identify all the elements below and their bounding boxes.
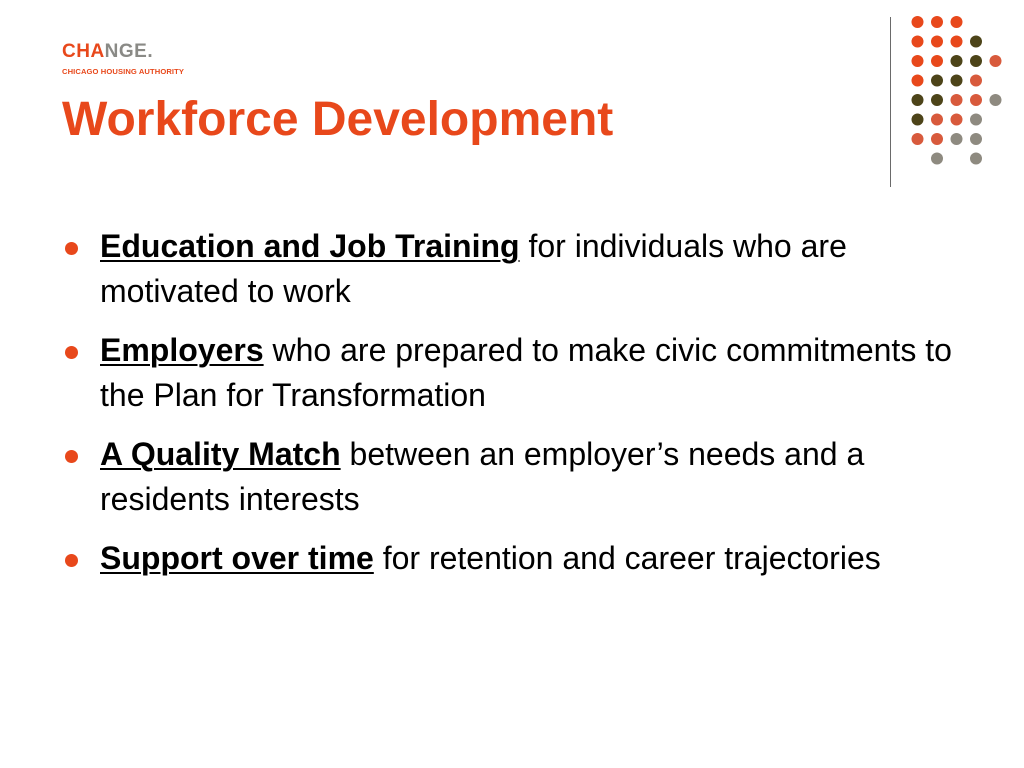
decor-dot-salmon [970, 75, 982, 87]
bullet-item [62, 328, 982, 418]
decor-dot-gray [970, 133, 982, 145]
logo-wordmark [62, 42, 184, 62]
bullet-lead-text: Education and Job Training [100, 228, 520, 264]
decor-dot-salmon [951, 114, 963, 126]
bullet-item [62, 224, 982, 314]
bullet-item [62, 536, 982, 581]
decor-dot-gray [951, 133, 963, 145]
decor-dot-gray [931, 153, 943, 165]
bullet-lead-text: Support over time [100, 540, 374, 576]
decor-dot-orange [931, 16, 943, 28]
decor-dot-orange [912, 16, 924, 28]
bullet-dot-icon [65, 450, 78, 463]
decor-dot-orange [931, 36, 943, 48]
bullet-dot-icon [65, 554, 78, 567]
slide-title: Workforce Development [62, 93, 614, 146]
logo-word-part1: CHA [62, 41, 105, 62]
bullet-item [62, 432, 982, 522]
decor-dot-orange [912, 55, 924, 67]
logo-subtitle: CHICAGO HOUSING AUTHORITY [62, 67, 185, 76]
bullet-body-text: who are prepared to make civic commitments to the Plan for Transformation [100, 332, 952, 413]
bullet-body-text: for retention and career trajectories [373, 540, 881, 576]
decor-dot-salmon [951, 94, 963, 106]
bullet-lead-text: A Quality Match [100, 436, 341, 472]
bullet-list [62, 224, 982, 595]
decor-dot-olive [951, 55, 963, 67]
decor-dot-salmon [912, 133, 924, 145]
decor-dot-olive [951, 75, 963, 87]
decor-dot-orange [951, 36, 963, 48]
bullet-dot-icon [65, 346, 78, 359]
bullet-body-text: for individuals who are motivated to work [100, 228, 847, 309]
bullet-lead-text: Employers [100, 332, 264, 368]
decor-dot-salmon [990, 55, 1002, 67]
decor-dot-olive [931, 75, 943, 87]
decor-dot-gray [990, 94, 1002, 106]
decor-dot-gray [970, 153, 982, 165]
vertical-divider [890, 17, 891, 187]
bullet-dot-icon [65, 242, 78, 255]
logo-word-part2: NGE. [104, 41, 154, 62]
decor-dot-olive [970, 55, 982, 67]
decor-dot-salmon [931, 133, 943, 145]
decor-dot-orange [931, 55, 943, 67]
bullet-body-text: between an employer’s needs and a residents interests [100, 436, 865, 517]
decor-dot-salmon [970, 94, 982, 106]
decor-dot-orange [912, 36, 924, 48]
cha-logo [62, 42, 184, 76]
decor-dot-olive [970, 36, 982, 48]
decor-dot-salmon [931, 114, 943, 126]
decor-dot-olive [912, 94, 924, 106]
decor-dot-orange [951, 16, 963, 28]
decor-dot-orange [912, 75, 924, 87]
decor-dot-olive [912, 114, 924, 126]
decor-dot-gray [970, 114, 982, 126]
decor-dot-olive [931, 94, 943, 106]
